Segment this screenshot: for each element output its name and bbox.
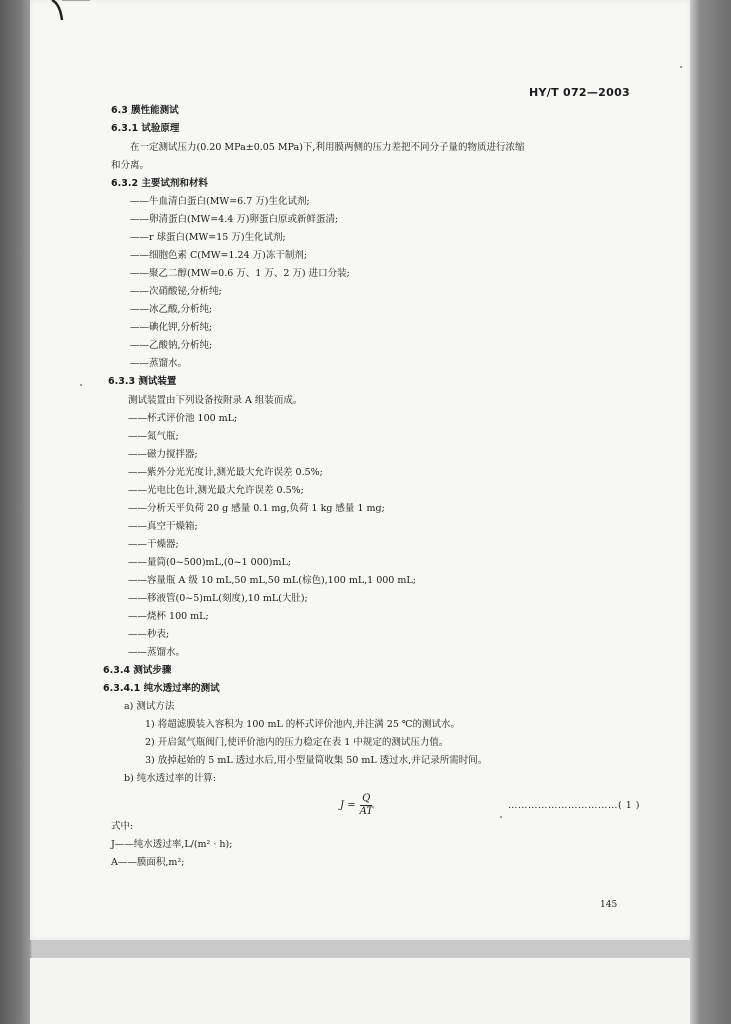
text-line: ——卵清蛋白(MW=4.4 万)卵蛋白原或新鲜蛋清; (130, 214, 339, 225)
text-line: ——磁力搅拌器; (128, 449, 198, 460)
formula-fraction (360, 793, 373, 818)
text-line: ——紫外分光光度计,测光最大允许误差 0.5%; (128, 467, 323, 478)
section-heading: 6.3.4.1 纯水透过率的测试 (103, 683, 220, 694)
text-line: ——真空干燥箱; (128, 521, 198, 532)
scan-speck (80, 384, 82, 386)
formula (340, 793, 373, 818)
page-number: 145 (600, 900, 618, 910)
section-heading: 6.3.1 试验原理 (111, 123, 180, 134)
text-line: ——干燥器; (128, 539, 179, 550)
text-line: ——聚乙二醇(MW=0.6 万、1 万、2 万) 进口分装; (130, 268, 350, 279)
text-line: ——r 球蛋白(MW=15 万)生化试剂; (130, 232, 286, 243)
equation-number: ……………………………( 1 ) (508, 800, 640, 811)
text-line: ——杯式评价池 100 mL; (128, 413, 238, 424)
text-line: ——乙酸钠,分析纯; (130, 340, 213, 351)
text-line: ——次硝酸铋,分析纯; (130, 286, 222, 297)
text-line: 在一定测试压力(0.20 MPa±0.05 MPa)下,利用膜两侧的压力差把不同分子量的物质进行浓缩 (130, 142, 525, 153)
text-line: ——秒表; (128, 629, 170, 640)
standard-code: HY/T 072—2003 (529, 86, 630, 99)
formula-numerator: Q (362, 793, 371, 804)
document-page (30, 0, 690, 940)
text-line: ——氮气瓶; (128, 431, 179, 442)
formula-denominator: AT (359, 806, 373, 817)
text-line: ——分析天平负荷 20 g 感量 0.1 mg,负荷 1 kg 感量 1 mg; (128, 503, 385, 514)
text-line: 测试装置由下列设备按附录 A 组装而成。 (128, 395, 303, 406)
scan-speck (680, 66, 682, 68)
text-line: a) 测试方法 (124, 701, 175, 712)
page-corner-mark (50, 0, 90, 22)
text-line: ——蒸馏水。 (128, 647, 186, 658)
text-line: ——冰乙酸,分析纯; (130, 304, 213, 315)
text-line: ——牛血清白蛋白(MW=6.7 万)生化试剂; (130, 196, 310, 207)
text-line: 1) 将超滤膜装入容积为 100 mL 的杯式评价池内,并注满 25 ℃的测试水。 (145, 719, 461, 730)
text-line: ——细胞色素 C(MW=1.24 万)冻干制剂; (130, 250, 308, 261)
text-line: 式中: (111, 821, 134, 832)
text-line: 和分离。 (111, 160, 150, 171)
text-line: 3) 放掉起始的 5 mL 透过水后,用小型量筒收集 50 mL 透过水,并记录所需时间。 (145, 755, 488, 766)
text-line: ——蒸馏水。 (130, 358, 188, 369)
text-line: ——光电比色计,测光最大允许误差 0.5%; (128, 485, 304, 496)
formula-lhs: J = (340, 800, 356, 811)
text-line: A——膜面积,m²; (111, 857, 185, 868)
text-line: ——烧杯 100 mL; (128, 611, 209, 622)
text-line: b) 纯水透过率的计算: (124, 773, 217, 784)
scan-speck (500, 816, 502, 818)
text-line: 2) 开启氮气瓶阀门,使评价池内的压力稳定在表 1 中规定的测试压力值。 (145, 737, 449, 748)
text-line: ——碘化钾,分析纯; (130, 322, 213, 333)
section-heading: 6.3.4 测试步骤 (103, 665, 172, 676)
text-line: J——纯水透过率,L/(m² · h); (111, 839, 233, 850)
section-heading: 6.3.3 测试装置 (108, 376, 177, 387)
text-line: ——容量瓶 A 级 10 mL,50 mL,50 mL(棕色),100 mL,1 000 mL; (128, 575, 416, 586)
section-heading: 6.3 膜性能测试 (111, 105, 179, 116)
section-heading: 6.3.2 主要试剂和材料 (111, 178, 208, 189)
next-page-edge (30, 958, 690, 1024)
text-line: ——移液管(0~5)mL(刻度),10 mL(大肚); (128, 593, 308, 604)
text-line: ——量筒(0~500)mL,(0~1 000)mL; (128, 557, 292, 568)
